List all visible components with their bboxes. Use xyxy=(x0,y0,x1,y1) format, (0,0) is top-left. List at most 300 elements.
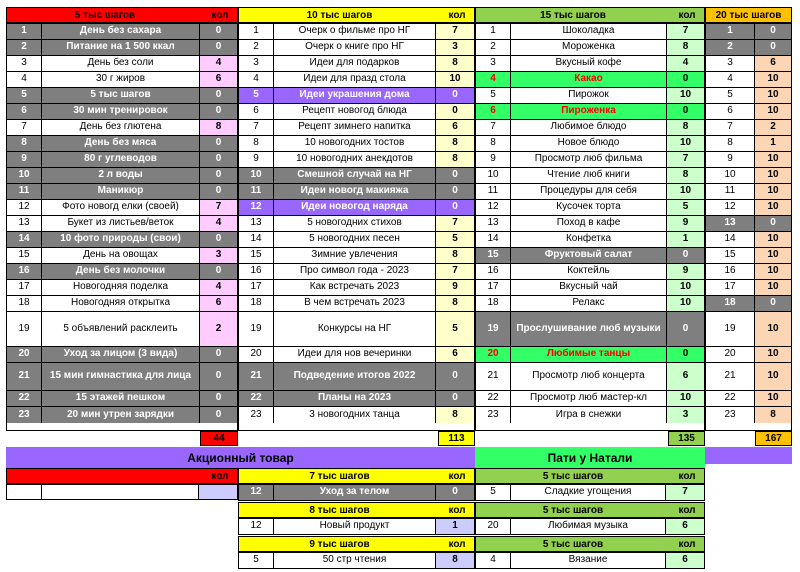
item-name: Вкусный чай xyxy=(511,280,667,295)
item-name: Маникюр xyxy=(42,184,200,199)
item-name: Новогодняя поделка xyxy=(42,280,200,295)
row-number: 5 xyxy=(239,88,274,103)
row-number: 16 xyxy=(239,264,274,279)
item-name: Чтение люб книги xyxy=(511,168,667,183)
table-row xyxy=(476,152,704,168)
count-cell: 10 xyxy=(667,280,704,295)
row-number: 2 xyxy=(7,40,42,55)
count-cell: 10 xyxy=(755,168,791,183)
row-number: 15 xyxy=(706,248,755,263)
table-row xyxy=(7,72,237,88)
count-cell: 10 xyxy=(755,72,791,87)
count-cell: 6 xyxy=(200,296,237,311)
row-number: 1 xyxy=(706,24,755,39)
item-name: Вкусный кофе xyxy=(511,56,667,71)
item-name: Питание на 1 500 ккал xyxy=(42,40,200,55)
count-cell: 1 xyxy=(436,519,474,534)
row-number: 21 xyxy=(7,363,42,390)
count-cell: 1 xyxy=(755,136,791,151)
subtable-kol: кол xyxy=(678,538,696,550)
item-name: Релакс xyxy=(511,296,667,311)
count-cell: 9 xyxy=(436,280,474,295)
count-cell: 0 xyxy=(436,391,474,406)
item-name: День без глютена xyxy=(42,120,200,135)
table-row xyxy=(239,152,474,168)
table-row xyxy=(7,363,237,391)
row-number: 19 xyxy=(239,312,274,346)
item-name: Планы на 2023 xyxy=(274,391,436,406)
count-cell: 0 xyxy=(200,347,237,362)
count-cell: 0 xyxy=(436,200,474,215)
row-number: 21 xyxy=(239,363,274,390)
count-cell: 0 xyxy=(667,312,704,346)
table-row xyxy=(476,407,704,423)
count-cell: 6 xyxy=(666,553,704,568)
count-cell: 0 xyxy=(436,104,474,119)
row-number: 7 xyxy=(239,120,274,135)
party-title: Пати у Натали xyxy=(547,450,633,465)
row-number: 3 xyxy=(7,56,42,71)
subtable-header xyxy=(238,536,475,552)
table-row xyxy=(476,120,704,136)
row-number: 17 xyxy=(476,280,511,295)
count-cell: 8 xyxy=(436,136,474,151)
subtable-header xyxy=(475,468,705,484)
table-row xyxy=(476,216,704,232)
row-number: 8 xyxy=(706,136,755,151)
subtable-title: 7 тыс шагов xyxy=(309,470,370,482)
item-name: 10 новогодних тостов xyxy=(274,136,436,151)
row-number: 10 xyxy=(476,168,511,183)
count-cell: 0 xyxy=(667,248,704,263)
count-cell: 0 xyxy=(200,391,237,406)
count-cell: 7 xyxy=(666,485,704,500)
item-name: Рецепт новогод блюда xyxy=(274,104,436,119)
table-row xyxy=(706,72,791,88)
promo-title: Акционный товар xyxy=(187,450,294,465)
table-row xyxy=(706,248,791,264)
row-number: 8 xyxy=(7,136,42,151)
table-row xyxy=(7,200,237,216)
table-row xyxy=(239,264,474,280)
row-number: 4 xyxy=(239,72,274,87)
row-number: 17 xyxy=(706,280,755,295)
count-cell: 0 xyxy=(436,485,474,500)
item-name: 5 новогодних стихов xyxy=(274,216,436,231)
item-name: Поход в кафе xyxy=(511,216,667,231)
count-cell: 10 xyxy=(667,296,704,311)
item-name: Идеи новогд макияжа xyxy=(274,184,436,199)
item-name: Очерк о фильме про НГ xyxy=(274,24,436,39)
table-row xyxy=(239,184,474,200)
count-cell: 8 xyxy=(755,407,791,423)
row-number: 5 xyxy=(476,88,511,103)
table-row xyxy=(239,363,474,391)
row-number: 5 xyxy=(476,485,511,500)
subtable-kol: кол xyxy=(448,470,466,482)
item-name: День без мяса xyxy=(42,136,200,151)
subtable-row xyxy=(475,518,705,535)
item-name: Пирожок xyxy=(511,88,667,103)
table-row xyxy=(7,56,237,72)
table-row xyxy=(476,347,704,363)
row-number: 12 xyxy=(476,200,511,215)
item-name: 5 новогодних песен xyxy=(274,232,436,247)
count-cell: 0 xyxy=(436,184,474,199)
count-cell: 8 xyxy=(436,152,474,167)
table-row xyxy=(239,104,474,120)
table-row xyxy=(706,312,791,347)
table-row xyxy=(476,24,704,40)
table-row xyxy=(706,391,791,407)
row-number: 12 xyxy=(239,519,274,534)
table-row xyxy=(476,312,704,347)
row-number: 7 xyxy=(706,120,755,135)
table-row xyxy=(7,232,237,248)
item-name: Просмотр люб мастер-кл xyxy=(511,391,667,406)
table-row xyxy=(706,347,791,363)
row-number: 3 xyxy=(239,56,274,71)
row-number: 10 xyxy=(706,168,755,183)
count-cell: 4 xyxy=(667,56,704,71)
table-row xyxy=(706,152,791,168)
count-cell: 10 xyxy=(755,248,791,263)
row-number: 12 xyxy=(239,485,274,500)
count-cell: 0 xyxy=(667,72,704,87)
table-row xyxy=(476,200,704,216)
count-cell: 8 xyxy=(667,120,704,135)
item-name: Как встречать 2023 xyxy=(274,280,436,295)
row-number: 4 xyxy=(476,553,511,568)
row-number: 20 xyxy=(476,519,511,534)
subtable-kol: кол xyxy=(678,504,696,516)
item-name: День без соли xyxy=(42,56,200,71)
table-row xyxy=(706,136,791,152)
row-number: 23 xyxy=(706,407,755,423)
row-number: 5 xyxy=(239,553,274,568)
count-cell: 10 xyxy=(667,391,704,406)
table-20k xyxy=(705,23,792,431)
count-cell: 9 xyxy=(667,264,704,279)
row-number: 9 xyxy=(476,152,511,167)
table-row xyxy=(239,40,474,56)
header-20k-title: 20 тыс шагов xyxy=(715,9,782,21)
table-row xyxy=(239,407,474,423)
row-number: 2 xyxy=(239,40,274,55)
table-row xyxy=(476,296,704,312)
table-row xyxy=(7,24,237,40)
count-cell: 10 xyxy=(755,104,791,119)
subtable-title: 5 тыс шагов xyxy=(542,470,604,482)
table-row xyxy=(7,152,237,168)
subtable-header xyxy=(475,536,705,552)
count-cell: 4 xyxy=(200,216,237,231)
row-number: 16 xyxy=(7,264,42,279)
item-name: 15 мин гимнастика для лица xyxy=(42,363,200,390)
item-name: Конкурсы на НГ xyxy=(274,312,436,346)
count-cell: 10 xyxy=(755,347,791,362)
count-cell: 10 xyxy=(667,184,704,199)
table-row xyxy=(706,363,791,391)
row-number: 14 xyxy=(476,232,511,247)
row-number: 4 xyxy=(476,72,511,87)
subtable-header xyxy=(475,502,705,518)
item-name: Игра в снежки xyxy=(511,407,667,423)
table-row xyxy=(476,136,704,152)
promo-kol: кол xyxy=(211,470,229,482)
table-row xyxy=(706,264,791,280)
count-cell: 1 xyxy=(667,232,704,247)
item-name: 50 стр чтения xyxy=(274,553,436,568)
count-cell: 6 xyxy=(436,120,474,135)
count-cell: 0 xyxy=(200,168,237,183)
count-cell: 4 xyxy=(200,56,237,71)
row-number: 9 xyxy=(7,152,42,167)
table-row xyxy=(7,120,237,136)
count-cell: 0 xyxy=(755,296,791,311)
row-number: 11 xyxy=(476,184,511,199)
table-row xyxy=(239,168,474,184)
row-number: 5 xyxy=(7,88,42,103)
table-row xyxy=(239,120,474,136)
count-cell: 0 xyxy=(200,184,237,199)
item-name: Новый продукт xyxy=(274,519,436,534)
count-cell: 0 xyxy=(200,152,237,167)
table-row xyxy=(706,280,791,296)
table-row xyxy=(239,24,474,40)
table-row xyxy=(706,56,791,72)
header-5k xyxy=(6,7,238,23)
row-number: 22 xyxy=(7,391,42,406)
table-row xyxy=(239,56,474,72)
row-number: 19 xyxy=(476,312,511,346)
promo-row xyxy=(6,484,238,500)
count-cell: 8 xyxy=(200,120,237,135)
count-cell: 9 xyxy=(667,216,704,231)
count-cell: 0 xyxy=(436,88,474,103)
table-row xyxy=(7,264,237,280)
header-5k-kol: кол xyxy=(211,9,229,21)
item-name: Фото новогд елки (своей) xyxy=(42,200,200,215)
table-row xyxy=(476,72,704,88)
subtable-row xyxy=(238,518,475,535)
table-row xyxy=(239,296,474,312)
row-number: 1 xyxy=(7,24,42,39)
row-number: 12 xyxy=(706,200,755,215)
count-cell: 10 xyxy=(755,200,791,215)
item-name: Букет из листьев/веток xyxy=(42,216,200,231)
row-number: 19 xyxy=(7,312,42,346)
count-cell: 0 xyxy=(200,264,237,279)
subtable-row xyxy=(238,484,475,501)
row-number: 18 xyxy=(7,296,42,311)
row-number: 12 xyxy=(239,200,274,215)
count-cell: 8 xyxy=(436,407,474,423)
subtable-title: 9 тыс шагов xyxy=(309,538,370,550)
count-cell: 0 xyxy=(755,24,791,39)
row-number: 16 xyxy=(706,264,755,279)
table-row xyxy=(476,232,704,248)
table-row xyxy=(7,184,237,200)
row-number: 10 xyxy=(7,168,42,183)
table-row xyxy=(7,280,237,296)
count-cell: 4 xyxy=(200,280,237,295)
table-row xyxy=(7,347,237,363)
table-row xyxy=(706,200,791,216)
table-row xyxy=(706,88,791,104)
table-row xyxy=(239,347,474,363)
item-name: Новогодняя открытка xyxy=(42,296,200,311)
subtable-kol: кол xyxy=(678,470,696,482)
row-number: 16 xyxy=(476,264,511,279)
table-row xyxy=(706,216,791,232)
table-row xyxy=(7,88,237,104)
item-name: Сладкие угощения xyxy=(511,485,666,500)
count-cell: 10 xyxy=(755,88,791,103)
count-cell: 0 xyxy=(436,363,474,390)
count-cell: 5 xyxy=(436,312,474,346)
table-row xyxy=(239,200,474,216)
table-row xyxy=(7,407,237,423)
row-number: 14 xyxy=(239,232,274,247)
row-number: 22 xyxy=(476,391,511,406)
row-number: 4 xyxy=(7,72,42,87)
count-cell: 5 xyxy=(436,232,474,247)
count-cell: 0 xyxy=(200,40,237,55)
table-row xyxy=(239,136,474,152)
table-row xyxy=(476,391,704,407)
row-number: 15 xyxy=(239,248,274,263)
count-cell: 10 xyxy=(755,232,791,247)
row-number: 2 xyxy=(476,40,511,55)
item-name: 20 мин утрен зарядки xyxy=(42,407,200,423)
item-name: Конфетка xyxy=(511,232,667,247)
item-name: Коктейль xyxy=(511,264,667,279)
table-row xyxy=(7,391,237,407)
item-name: Просмотр люб фильма xyxy=(511,152,667,167)
row-number: 11 xyxy=(7,184,42,199)
row-number: 20 xyxy=(7,347,42,362)
table-row xyxy=(239,216,474,232)
row-number: 11 xyxy=(706,184,755,199)
subtable-kol: кол xyxy=(448,504,466,516)
row-number: 4 xyxy=(706,72,755,87)
count-cell: 3 xyxy=(200,248,237,263)
header-15k-kol: кол xyxy=(678,9,696,21)
item-name: Вязание xyxy=(511,553,666,568)
table-row xyxy=(239,232,474,248)
table-row xyxy=(476,184,704,200)
count-cell: 10 xyxy=(755,152,791,167)
count-cell: 6 xyxy=(667,363,704,390)
subtable-row xyxy=(475,552,705,569)
row-number: 19 xyxy=(706,312,755,346)
row-number: 20 xyxy=(476,347,511,362)
count-cell: 10 xyxy=(755,391,791,406)
item-name: Идеи украшения дома xyxy=(274,88,436,103)
item-name: Любимые танцы xyxy=(511,347,667,362)
item-name: Идеи для празд стола xyxy=(274,72,436,87)
count-cell: 8 xyxy=(436,553,474,568)
item-name: Рецепт зимнего напитка xyxy=(274,120,436,135)
count-cell: 8 xyxy=(667,168,704,183)
row-number: 22 xyxy=(239,391,274,406)
row-number: 17 xyxy=(7,280,42,295)
item-name: Новое блюдо xyxy=(511,136,667,151)
table-row xyxy=(476,280,704,296)
count-cell: 7 xyxy=(667,152,704,167)
row-number: 20 xyxy=(239,347,274,362)
item-name: 10 новогодних анекдотов xyxy=(274,152,436,167)
row-number: 13 xyxy=(7,216,42,231)
total-10k: 113 xyxy=(438,431,475,446)
table-row xyxy=(7,312,237,347)
item-name: Идеи новогод наряда xyxy=(274,200,436,215)
subtable-title: 5 тыс шагов xyxy=(542,504,604,516)
table-row xyxy=(7,136,237,152)
count-cell: 0 xyxy=(436,168,474,183)
item-name: Идеи для нов вечеринки xyxy=(274,347,436,362)
item-name: День на овощах xyxy=(42,248,200,263)
count-cell: 10 xyxy=(755,363,791,390)
count-cell: 0 xyxy=(200,407,237,423)
table-row xyxy=(476,56,704,72)
table-row xyxy=(7,104,237,120)
header-15k xyxy=(475,7,705,23)
row-number: 23 xyxy=(476,407,511,423)
subtable-row xyxy=(475,484,705,501)
row-number: 3 xyxy=(476,56,511,71)
row-number: 17 xyxy=(239,280,274,295)
table-row xyxy=(476,363,704,391)
item-name: Шоколадка xyxy=(511,24,667,39)
item-name: Процедуры для себя xyxy=(511,184,667,199)
table-row xyxy=(239,391,474,407)
subtable-kol: кол xyxy=(448,538,466,550)
row-number: 6 xyxy=(706,104,755,119)
table-row xyxy=(706,168,791,184)
count-cell: 6 xyxy=(666,519,704,534)
item-name: 2 л воды xyxy=(42,168,200,183)
count-cell: 7 xyxy=(200,200,237,215)
item-name: Любимое блюдо xyxy=(511,120,667,135)
count-cell: 2 xyxy=(755,120,791,135)
count-cell: 0 xyxy=(667,104,704,119)
table-row xyxy=(706,232,791,248)
header-10k-kol: кол xyxy=(448,9,466,21)
header-15k-title: 15 тыс шагов xyxy=(540,9,606,21)
count-cell: 0 xyxy=(200,104,237,119)
row-number: 9 xyxy=(706,152,755,167)
promo-band xyxy=(6,447,475,468)
table-row xyxy=(706,407,791,423)
table-row xyxy=(706,120,791,136)
row-number: 6 xyxy=(239,104,274,119)
table-row xyxy=(476,168,704,184)
count-cell: 5 xyxy=(667,200,704,215)
count-cell: 7 xyxy=(436,264,474,279)
row-number: 12 xyxy=(7,200,42,215)
count-cell: 0 xyxy=(200,363,237,390)
count-cell: 0 xyxy=(200,88,237,103)
item-name: Подведение итогов 2022 xyxy=(274,363,436,390)
item-name: Мороженка xyxy=(511,40,667,55)
table-row xyxy=(476,40,704,56)
item-name: Прослушивание люб музыки xyxy=(511,312,667,346)
row-number: 15 xyxy=(7,248,42,263)
table-10k xyxy=(238,23,475,431)
row-number: 8 xyxy=(239,136,274,151)
